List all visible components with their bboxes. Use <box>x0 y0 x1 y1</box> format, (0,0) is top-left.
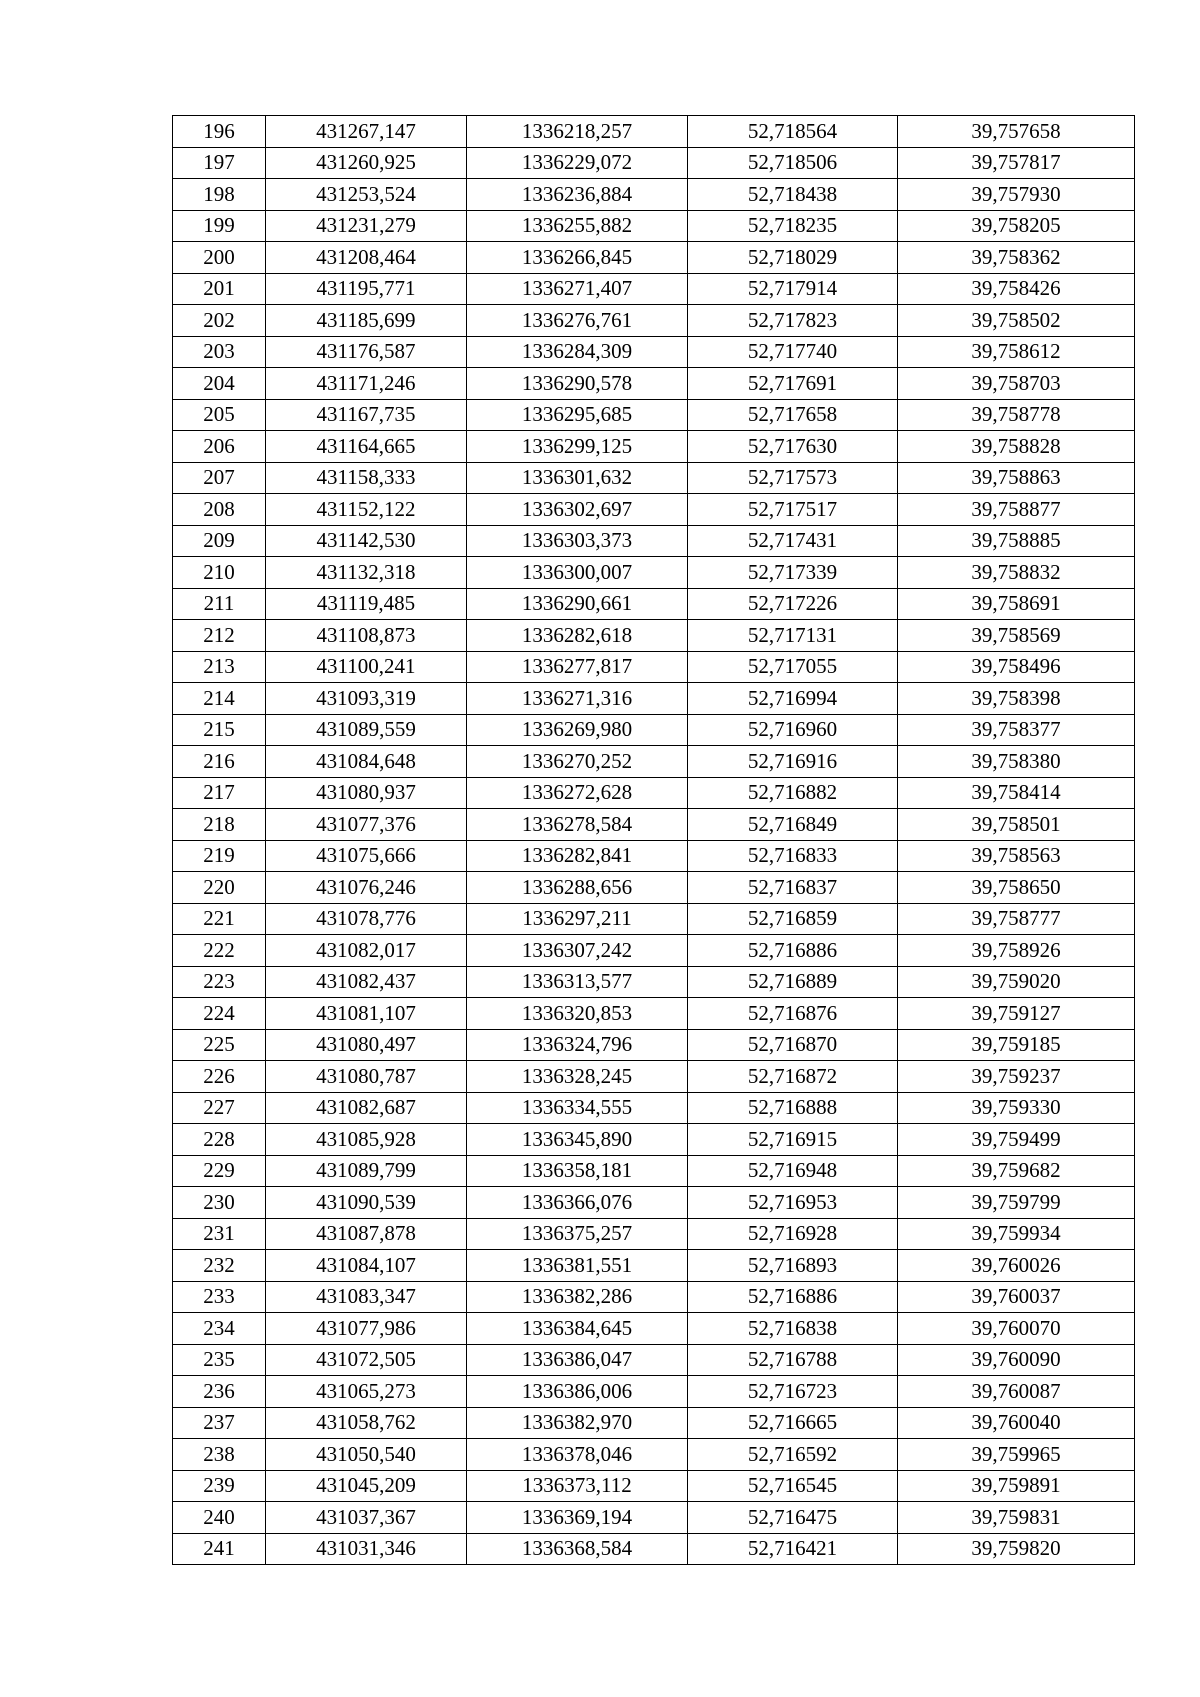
longitude-cell: 39,758377 <box>898 714 1135 746</box>
longitude-cell: 39,758502 <box>898 305 1135 337</box>
x-coordinate-cell: 431080,787 <box>266 1061 467 1093</box>
longitude-cell: 39,759799 <box>898 1187 1135 1219</box>
y-coordinate-cell: 1336320,853 <box>467 998 688 1030</box>
y-coordinate-cell: 1336282,841 <box>467 840 688 872</box>
coordinates-table-body <box>173 116 1135 1565</box>
point-number-cell: 233 <box>173 1281 266 1313</box>
latitude-cell: 52,716915 <box>688 1124 898 1156</box>
y-coordinate-cell: 1336236,884 <box>467 179 688 211</box>
x-coordinate-cell: 431075,666 <box>266 840 467 872</box>
table-row <box>173 273 1135 305</box>
latitude-cell: 52,717691 <box>688 368 898 400</box>
longitude-cell: 39,758496 <box>898 651 1135 683</box>
x-coordinate-cell: 431082,687 <box>266 1092 467 1124</box>
longitude-cell: 39,759820 <box>898 1533 1135 1565</box>
point-number-cell: 211 <box>173 588 266 620</box>
y-coordinate-cell: 1336229,072 <box>467 147 688 179</box>
x-coordinate-cell: 431087,878 <box>266 1218 467 1250</box>
y-coordinate-cell: 1336386,006 <box>467 1376 688 1408</box>
point-number-cell: 196 <box>173 116 266 148</box>
latitude-cell: 52,716928 <box>688 1218 898 1250</box>
longitude-cell: 39,759831 <box>898 1502 1135 1534</box>
y-coordinate-cell: 1336307,242 <box>467 935 688 967</box>
longitude-cell: 39,758828 <box>898 431 1135 463</box>
x-coordinate-cell: 431083,347 <box>266 1281 467 1313</box>
y-coordinate-cell: 1336288,656 <box>467 872 688 904</box>
latitude-cell: 52,716872 <box>688 1061 898 1093</box>
latitude-cell: 52,716849 <box>688 809 898 841</box>
point-number-cell: 198 <box>173 179 266 211</box>
latitude-cell: 52,716889 <box>688 966 898 998</box>
y-coordinate-cell: 1336302,697 <box>467 494 688 526</box>
point-number-cell: 202 <box>173 305 266 337</box>
table-row <box>173 336 1135 368</box>
table-row <box>173 651 1135 683</box>
point-number-cell: 231 <box>173 1218 266 1250</box>
latitude-cell: 52,716876 <box>688 998 898 1030</box>
point-number-cell: 216 <box>173 746 266 778</box>
point-number-cell: 224 <box>173 998 266 1030</box>
longitude-cell: 39,760026 <box>898 1250 1135 1282</box>
table-row <box>173 683 1135 715</box>
y-coordinate-cell: 1336271,316 <box>467 683 688 715</box>
table-row <box>173 966 1135 998</box>
longitude-cell: 39,759185 <box>898 1029 1135 1061</box>
latitude-cell: 52,716859 <box>688 903 898 935</box>
y-coordinate-cell: 1336381,551 <box>467 1250 688 1282</box>
point-number-cell: 227 <box>173 1092 266 1124</box>
point-number-cell: 212 <box>173 620 266 652</box>
longitude-cell: 39,758877 <box>898 494 1135 526</box>
x-coordinate-cell: 431195,771 <box>266 273 467 305</box>
latitude-cell: 52,717914 <box>688 273 898 305</box>
x-coordinate-cell: 431080,497 <box>266 1029 467 1061</box>
point-number-cell: 238 <box>173 1439 266 1471</box>
table-row <box>173 147 1135 179</box>
table-row <box>173 1061 1135 1093</box>
latitude-cell: 52,717740 <box>688 336 898 368</box>
x-coordinate-cell: 431089,799 <box>266 1155 467 1187</box>
longitude-cell: 39,757658 <box>898 116 1135 148</box>
latitude-cell: 52,717823 <box>688 305 898 337</box>
latitude-cell: 52,717658 <box>688 399 898 431</box>
x-coordinate-cell: 431231,279 <box>266 210 467 242</box>
point-number-cell: 241 <box>173 1533 266 1565</box>
table-row <box>173 1502 1135 1534</box>
y-coordinate-cell: 1336295,685 <box>467 399 688 431</box>
y-coordinate-cell: 1336358,181 <box>467 1155 688 1187</box>
x-coordinate-cell: 431037,367 <box>266 1502 467 1534</box>
latitude-cell: 52,717226 <box>688 588 898 620</box>
latitude-cell: 52,717573 <box>688 462 898 494</box>
longitude-cell: 39,759330 <box>898 1092 1135 1124</box>
longitude-cell: 39,758612 <box>898 336 1135 368</box>
y-coordinate-cell: 1336218,257 <box>467 116 688 148</box>
x-coordinate-cell: 431065,273 <box>266 1376 467 1408</box>
y-coordinate-cell: 1336284,309 <box>467 336 688 368</box>
x-coordinate-cell: 431085,928 <box>266 1124 467 1156</box>
latitude-cell: 52,718506 <box>688 147 898 179</box>
table-row <box>173 1533 1135 1565</box>
point-number-cell: 206 <box>173 431 266 463</box>
table-row <box>173 809 1135 841</box>
point-number-cell: 226 <box>173 1061 266 1093</box>
point-number-cell: 219 <box>173 840 266 872</box>
table-row <box>173 399 1135 431</box>
y-coordinate-cell: 1336382,286 <box>467 1281 688 1313</box>
y-coordinate-cell: 1336378,046 <box>467 1439 688 1471</box>
latitude-cell: 52,716545 <box>688 1470 898 1502</box>
longitude-cell: 39,759934 <box>898 1218 1135 1250</box>
latitude-cell: 52,717055 <box>688 651 898 683</box>
latitude-cell: 52,717339 <box>688 557 898 589</box>
x-coordinate-cell: 431119,485 <box>266 588 467 620</box>
table-row <box>173 1218 1135 1250</box>
longitude-cell: 39,759499 <box>898 1124 1135 1156</box>
table-row <box>173 1092 1135 1124</box>
point-number-cell: 225 <box>173 1029 266 1061</box>
point-number-cell: 207 <box>173 462 266 494</box>
table-row <box>173 1250 1135 1282</box>
point-number-cell: 208 <box>173 494 266 526</box>
longitude-cell: 39,758205 <box>898 210 1135 242</box>
y-coordinate-cell: 1336375,257 <box>467 1218 688 1250</box>
table-row <box>173 242 1135 274</box>
y-coordinate-cell: 1336313,577 <box>467 966 688 998</box>
point-number-cell: 232 <box>173 1250 266 1282</box>
longitude-cell: 39,759682 <box>898 1155 1135 1187</box>
x-coordinate-cell: 431132,318 <box>266 557 467 589</box>
table-row <box>173 903 1135 935</box>
x-coordinate-cell: 431072,505 <box>266 1344 467 1376</box>
latitude-cell: 52,716948 <box>688 1155 898 1187</box>
point-number-cell: 200 <box>173 242 266 274</box>
point-number-cell: 237 <box>173 1407 266 1439</box>
longitude-cell: 39,757930 <box>898 179 1135 211</box>
x-coordinate-cell: 431164,665 <box>266 431 467 463</box>
longitude-cell: 39,758691 <box>898 588 1135 620</box>
point-number-cell: 204 <box>173 368 266 400</box>
x-coordinate-cell: 431089,559 <box>266 714 467 746</box>
latitude-cell: 52,716886 <box>688 1281 898 1313</box>
x-coordinate-cell: 431208,464 <box>266 242 467 274</box>
latitude-cell: 52,716475 <box>688 1502 898 1534</box>
table-row <box>173 872 1135 904</box>
point-number-cell: 203 <box>173 336 266 368</box>
x-coordinate-cell: 431100,241 <box>266 651 467 683</box>
latitude-cell: 52,717630 <box>688 431 898 463</box>
x-coordinate-cell: 431267,147 <box>266 116 467 148</box>
point-number-cell: 213 <box>173 651 266 683</box>
latitude-cell: 52,716421 <box>688 1533 898 1565</box>
table-row <box>173 1155 1135 1187</box>
table-row <box>173 998 1135 1030</box>
x-coordinate-cell: 431084,107 <box>266 1250 467 1282</box>
y-coordinate-cell: 1336272,628 <box>467 777 688 809</box>
y-coordinate-cell: 1336386,047 <box>467 1344 688 1376</box>
y-coordinate-cell: 1336278,584 <box>467 809 688 841</box>
x-coordinate-cell: 431077,986 <box>266 1313 467 1345</box>
table-row <box>173 1313 1135 1345</box>
longitude-cell: 39,760090 <box>898 1344 1135 1376</box>
y-coordinate-cell: 1336282,618 <box>467 620 688 652</box>
latitude-cell: 52,716916 <box>688 746 898 778</box>
point-number-cell: 217 <box>173 777 266 809</box>
latitude-cell: 52,716788 <box>688 1344 898 1376</box>
point-number-cell: 205 <box>173 399 266 431</box>
y-coordinate-cell: 1336384,645 <box>467 1313 688 1345</box>
longitude-cell: 39,759020 <box>898 966 1135 998</box>
x-coordinate-cell: 431093,319 <box>266 683 467 715</box>
table-row <box>173 1281 1135 1313</box>
x-coordinate-cell: 431082,437 <box>266 966 467 998</box>
longitude-cell: 39,758362 <box>898 242 1135 274</box>
point-number-cell: 234 <box>173 1313 266 1345</box>
latitude-cell: 52,716838 <box>688 1313 898 1345</box>
x-coordinate-cell: 431082,017 <box>266 935 467 967</box>
longitude-cell: 39,758569 <box>898 620 1135 652</box>
table-row <box>173 620 1135 652</box>
latitude-cell: 52,717131 <box>688 620 898 652</box>
point-number-cell: 220 <box>173 872 266 904</box>
latitude-cell: 52,718564 <box>688 116 898 148</box>
x-coordinate-cell: 431058,762 <box>266 1407 467 1439</box>
longitude-cell: 39,758885 <box>898 525 1135 557</box>
y-coordinate-cell: 1336303,373 <box>467 525 688 557</box>
table-row <box>173 179 1135 211</box>
latitude-cell: 52,718438 <box>688 179 898 211</box>
table-row <box>173 1124 1135 1156</box>
y-coordinate-cell: 1336324,796 <box>467 1029 688 1061</box>
latitude-cell: 52,717431 <box>688 525 898 557</box>
point-number-cell: 236 <box>173 1376 266 1408</box>
longitude-cell: 39,759891 <box>898 1470 1135 1502</box>
latitude-cell: 52,716665 <box>688 1407 898 1439</box>
longitude-cell: 39,758778 <box>898 399 1135 431</box>
longitude-cell: 39,759237 <box>898 1061 1135 1093</box>
table-row <box>173 1029 1135 1061</box>
y-coordinate-cell: 1336300,007 <box>467 557 688 589</box>
latitude-cell: 52,716592 <box>688 1439 898 1471</box>
point-number-cell: 223 <box>173 966 266 998</box>
table-row <box>173 210 1135 242</box>
longitude-cell: 39,758703 <box>898 368 1135 400</box>
longitude-cell: 39,758650 <box>898 872 1135 904</box>
y-coordinate-cell: 1336290,578 <box>467 368 688 400</box>
latitude-cell: 52,716870 <box>688 1029 898 1061</box>
table-row <box>173 746 1135 778</box>
table-row <box>173 368 1135 400</box>
point-number-cell: 218 <box>173 809 266 841</box>
x-coordinate-cell: 431171,246 <box>266 368 467 400</box>
y-coordinate-cell: 1336271,407 <box>467 273 688 305</box>
y-coordinate-cell: 1336276,761 <box>467 305 688 337</box>
latitude-cell: 52,716994 <box>688 683 898 715</box>
y-coordinate-cell: 1336297,211 <box>467 903 688 935</box>
table-row <box>173 116 1135 148</box>
table-row <box>173 588 1135 620</box>
y-coordinate-cell: 1336270,252 <box>467 746 688 778</box>
point-number-cell: 235 <box>173 1344 266 1376</box>
y-coordinate-cell: 1336366,076 <box>467 1187 688 1219</box>
x-coordinate-cell: 431142,530 <box>266 525 467 557</box>
x-coordinate-cell: 431077,376 <box>266 809 467 841</box>
table-row <box>173 305 1135 337</box>
longitude-cell: 39,760070 <box>898 1313 1135 1345</box>
y-coordinate-cell: 1336277,817 <box>467 651 688 683</box>
longitude-cell: 39,758777 <box>898 903 1135 935</box>
longitude-cell: 39,758501 <box>898 809 1135 841</box>
x-coordinate-cell: 431084,648 <box>266 746 467 778</box>
table-row <box>173 431 1135 463</box>
latitude-cell: 52,716723 <box>688 1376 898 1408</box>
y-coordinate-cell: 1336255,882 <box>467 210 688 242</box>
point-number-cell: 229 <box>173 1155 266 1187</box>
longitude-cell: 39,758926 <box>898 935 1135 967</box>
point-number-cell: 199 <box>173 210 266 242</box>
point-number-cell: 201 <box>173 273 266 305</box>
table-row <box>173 1439 1135 1471</box>
longitude-cell: 39,758832 <box>898 557 1135 589</box>
y-coordinate-cell: 1336368,584 <box>467 1533 688 1565</box>
table-row <box>173 1344 1135 1376</box>
longitude-cell: 39,758563 <box>898 840 1135 872</box>
point-number-cell: 240 <box>173 1502 266 1534</box>
x-coordinate-cell: 431081,107 <box>266 998 467 1030</box>
longitude-cell: 39,758863 <box>898 462 1135 494</box>
latitude-cell: 52,717517 <box>688 494 898 526</box>
longitude-cell: 39,758414 <box>898 777 1135 809</box>
point-number-cell: 210 <box>173 557 266 589</box>
table-row <box>173 935 1135 967</box>
point-number-cell: 221 <box>173 903 266 935</box>
latitude-cell: 52,718235 <box>688 210 898 242</box>
latitude-cell: 52,716953 <box>688 1187 898 1219</box>
latitude-cell: 52,716833 <box>688 840 898 872</box>
y-coordinate-cell: 1336266,845 <box>467 242 688 274</box>
longitude-cell: 39,758426 <box>898 273 1135 305</box>
x-coordinate-cell: 431253,524 <box>266 179 467 211</box>
table-row <box>173 1407 1135 1439</box>
y-coordinate-cell: 1336382,970 <box>467 1407 688 1439</box>
longitude-cell: 39,758380 <box>898 746 1135 778</box>
x-coordinate-cell: 431260,925 <box>266 147 467 179</box>
latitude-cell: 52,716888 <box>688 1092 898 1124</box>
point-number-cell: 222 <box>173 935 266 967</box>
y-coordinate-cell: 1336299,125 <box>467 431 688 463</box>
latitude-cell: 52,718029 <box>688 242 898 274</box>
latitude-cell: 52,716882 <box>688 777 898 809</box>
point-number-cell: 215 <box>173 714 266 746</box>
latitude-cell: 52,716886 <box>688 935 898 967</box>
longitude-cell: 39,759965 <box>898 1439 1135 1471</box>
longitude-cell: 39,757817 <box>898 147 1135 179</box>
y-coordinate-cell: 1336269,980 <box>467 714 688 746</box>
point-number-cell: 197 <box>173 147 266 179</box>
x-coordinate-cell: 431090,539 <box>266 1187 467 1219</box>
table-row <box>173 777 1135 809</box>
table-row <box>173 714 1135 746</box>
y-coordinate-cell: 1336334,555 <box>467 1092 688 1124</box>
table-row <box>173 1376 1135 1408</box>
longitude-cell: 39,759127 <box>898 998 1135 1030</box>
latitude-cell: 52,716837 <box>688 872 898 904</box>
y-coordinate-cell: 1336369,194 <box>467 1502 688 1534</box>
table-row <box>173 1187 1135 1219</box>
table-row <box>173 462 1135 494</box>
x-coordinate-cell: 431031,346 <box>266 1533 467 1565</box>
point-number-cell: 209 <box>173 525 266 557</box>
x-coordinate-cell: 431108,873 <box>266 620 467 652</box>
x-coordinate-cell: 431050,540 <box>266 1439 467 1471</box>
x-coordinate-cell: 431158,333 <box>266 462 467 494</box>
table-row <box>173 840 1135 872</box>
y-coordinate-cell: 1336373,112 <box>467 1470 688 1502</box>
y-coordinate-cell: 1336328,245 <box>467 1061 688 1093</box>
latitude-cell: 52,716893 <box>688 1250 898 1282</box>
point-number-cell: 239 <box>173 1470 266 1502</box>
x-coordinate-cell: 431076,246 <box>266 872 467 904</box>
y-coordinate-cell: 1336301,632 <box>467 462 688 494</box>
x-coordinate-cell: 431045,209 <box>266 1470 467 1502</box>
latitude-cell: 52,716960 <box>688 714 898 746</box>
table-row <box>173 1470 1135 1502</box>
x-coordinate-cell: 431176,587 <box>266 336 467 368</box>
point-number-cell: 228 <box>173 1124 266 1156</box>
point-number-cell: 230 <box>173 1187 266 1219</box>
y-coordinate-cell: 1336290,661 <box>467 588 688 620</box>
x-coordinate-cell: 431078,776 <box>266 903 467 935</box>
point-number-cell: 214 <box>173 683 266 715</box>
longitude-cell: 39,760037 <box>898 1281 1135 1313</box>
longitude-cell: 39,758398 <box>898 683 1135 715</box>
table-row <box>173 557 1135 589</box>
x-coordinate-cell: 431080,937 <box>266 777 467 809</box>
y-coordinate-cell: 1336345,890 <box>467 1124 688 1156</box>
table-row <box>173 494 1135 526</box>
table-row <box>173 525 1135 557</box>
coordinates-table <box>172 115 1135 1565</box>
longitude-cell: 39,760087 <box>898 1376 1135 1408</box>
x-coordinate-cell: 431185,699 <box>266 305 467 337</box>
x-coordinate-cell: 431152,122 <box>266 494 467 526</box>
longitude-cell: 39,760040 <box>898 1407 1135 1439</box>
x-coordinate-cell: 431167,735 <box>266 399 467 431</box>
